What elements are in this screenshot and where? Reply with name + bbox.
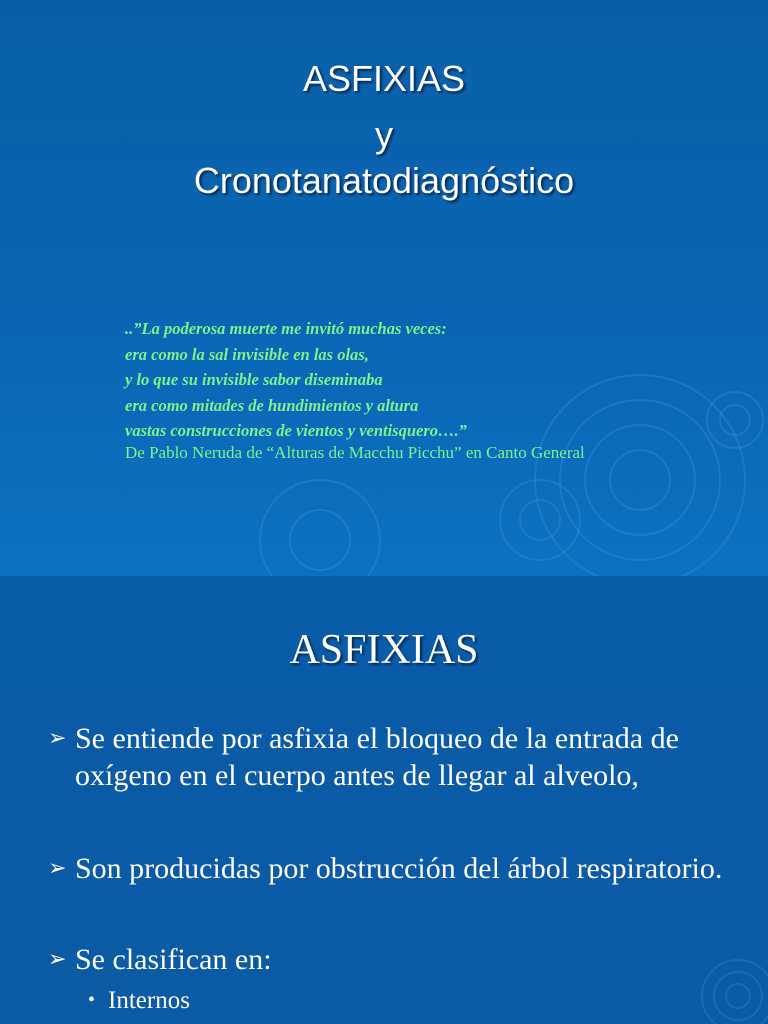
poem-line: era como la sal invisible en las olas, [125, 344, 369, 364]
poem-quote [125, 316, 725, 444]
sub-list-item [88, 987, 190, 1015]
arrow-bullet-icon: ➢ [48, 947, 67, 972]
arrow-bullet-icon: ➢ [48, 856, 67, 881]
slide1-title-line2: y [375, 114, 393, 155]
slide1-title-line3: Cronotanatodiagnóstico [193, 160, 575, 201]
arrow-bullet-icon: ➢ [48, 726, 67, 751]
dot-bullet-icon: • [88, 989, 96, 1011]
bullet-text: Se clasifican en: [75, 943, 272, 976]
bullet-text: Son producidas por obstrucción del árbol respiratorio. [75, 852, 723, 885]
bullet-text: Se entiende por asfixia el bloqueo de la entrada de oxígeno en el cuerpo antes de llegar al alveolo, [75, 722, 679, 792]
list-item [48, 941, 728, 978]
poem-line: era como mitades de hundimientos y altura [125, 395, 419, 415]
sub-bullet-text: Internos [108, 987, 190, 1014]
poem-line: vastas construcciones de vientos y ventisquero….” [125, 421, 467, 440]
poem-line: ..”La poderosa muerte me invitó muchas veces: [125, 319, 447, 338]
list-item [48, 850, 728, 887]
slide1-title-line1: ASFIXIAS [302, 58, 466, 99]
poem-attribution: De Pablo Neruda de “Alturas de Macchu Picchu” en Canto General [125, 443, 585, 462]
poem-line: y lo que su invisible sabor diseminaba [125, 370, 383, 389]
slide2-title: ASFIXIAS [289, 627, 479, 673]
list-item [48, 720, 728, 794]
